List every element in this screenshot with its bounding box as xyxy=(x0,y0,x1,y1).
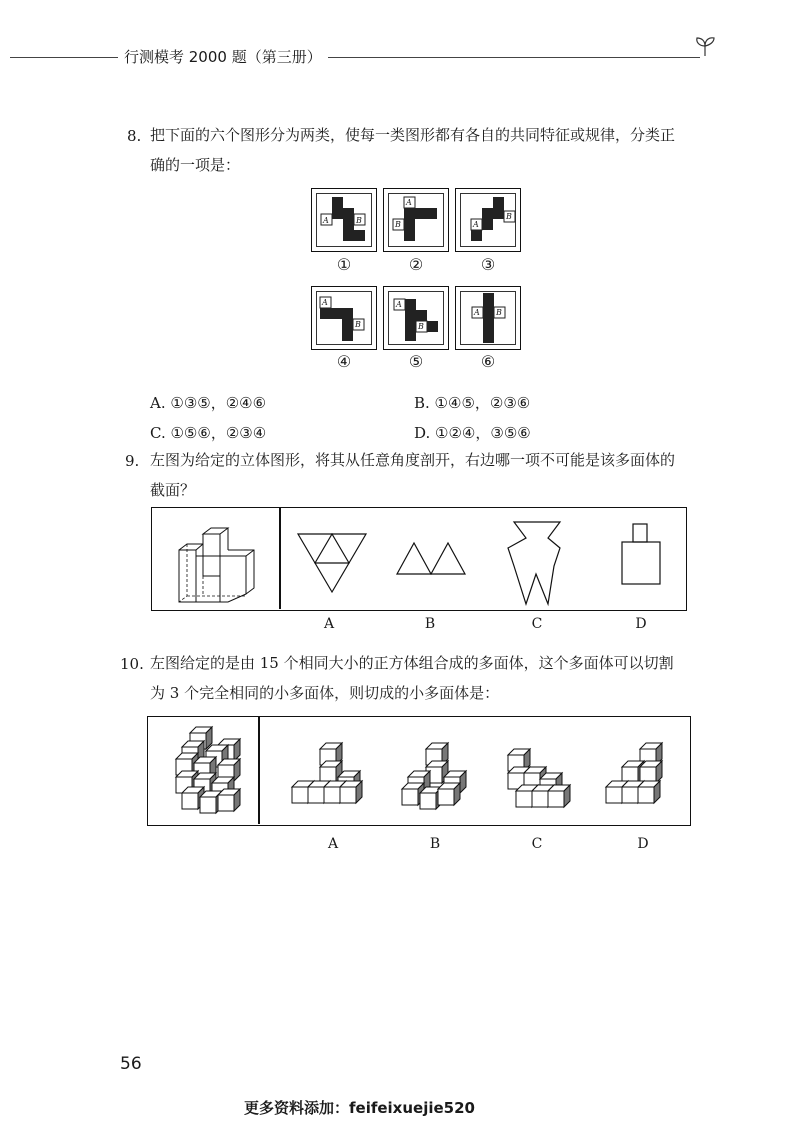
q8-figure-4 xyxy=(311,286,377,350)
face-letter-a: A xyxy=(323,216,329,225)
q10-text-line2: 为 3 个完全相同的小多面体，则切成的小多面体是： xyxy=(150,684,500,702)
face-letter-a: A xyxy=(474,308,480,317)
q10-solid-figure xyxy=(162,723,248,819)
q8-option-d[interactable]: D. ①②④，③⑤⑥ xyxy=(414,424,531,442)
header-rule-right xyxy=(300,57,700,58)
q9-option-c-shape xyxy=(506,518,568,608)
q9-solid-figure xyxy=(172,516,262,604)
q8-number: 8. xyxy=(127,127,142,145)
q9-label-d: D xyxy=(635,616,647,632)
footer-note: 更多资料添加：feifeixuejie520 xyxy=(244,1099,475,1117)
q9-option-d-shape xyxy=(619,522,663,588)
q8-figure-1 xyxy=(311,188,377,252)
q10-label-a: A xyxy=(327,836,339,852)
q10-figure-panel xyxy=(147,716,691,826)
q8-figure-6 xyxy=(455,286,521,350)
q8-text-line1: 把下面的六个图形分为两类，使每一类图形都有各自的共同特征或规律，分类正 xyxy=(150,126,676,144)
q10-option-d-shape xyxy=(602,739,692,811)
q9-text-line2: 截面？ xyxy=(150,481,196,499)
q9-option-b-shape xyxy=(395,540,467,576)
q9-label-a: A xyxy=(323,616,335,632)
q10-number: 10. xyxy=(120,655,144,673)
face-letter-b: B xyxy=(496,308,502,317)
face-letter-a: A xyxy=(322,298,328,307)
face-letter-b: B xyxy=(418,322,424,331)
q9-label-b: B xyxy=(424,616,436,632)
header-title: 行测模考 2000 题（第三册） xyxy=(118,46,328,67)
q10-option-a-shape xyxy=(288,739,378,811)
q10-label-b: B xyxy=(429,836,441,852)
q10-label-c: C xyxy=(531,836,543,852)
q8-figure-5 xyxy=(383,286,449,350)
q8-option-a[interactable]: A. ①③⑤，②④⑥ xyxy=(150,394,267,412)
q8-figure-label-3: ③ xyxy=(480,255,496,274)
q8-figure-label-4: ④ xyxy=(336,352,352,371)
q10-label-d: D xyxy=(637,836,649,852)
q9-figure-panel xyxy=(151,507,687,611)
q9-text-line1: 左图为给定的立体图形，将其从任意角度剖开，右边哪一项不可能是该多面体的 xyxy=(150,451,676,469)
sprout-icon xyxy=(693,34,717,58)
page-number: 56 xyxy=(120,1054,142,1074)
q8-option-b[interactable]: B. ①④⑤，②③⑥ xyxy=(414,394,531,412)
face-letter-b: B xyxy=(395,220,401,229)
q8-option-c[interactable]: C. ①⑤⑥，②③④ xyxy=(150,424,267,442)
header-rule-left xyxy=(10,57,120,58)
face-letter-b: B xyxy=(355,320,361,329)
q8-figure-label-1: ① xyxy=(336,255,352,274)
q8-text-line2: 确的一项是： xyxy=(150,156,241,174)
face-letter-b: B xyxy=(356,216,362,225)
q8-figure-label-2: ② xyxy=(408,255,424,274)
q10-text-line1: 左图给定的是由 15 个相同大小的正方体组合成的多面体，这个多面体可以切割 xyxy=(150,654,674,672)
q10-option-b-shape xyxy=(396,739,486,811)
q9-label-c: C xyxy=(531,616,543,632)
q8-figure-2 xyxy=(383,188,449,252)
face-letter-a: A xyxy=(396,300,402,309)
q9-option-a-shape xyxy=(296,532,368,594)
face-letter-b: B xyxy=(506,212,512,221)
q10-option-c-shape xyxy=(502,739,592,811)
face-letter-a: A xyxy=(473,220,479,229)
q9-number: 9. xyxy=(125,452,140,470)
q8-figure-3 xyxy=(455,188,521,252)
q8-figure-label-5: ⑤ xyxy=(408,352,424,371)
face-letter-a: A xyxy=(406,198,412,207)
q8-figure-label-6: ⑥ xyxy=(480,352,496,371)
